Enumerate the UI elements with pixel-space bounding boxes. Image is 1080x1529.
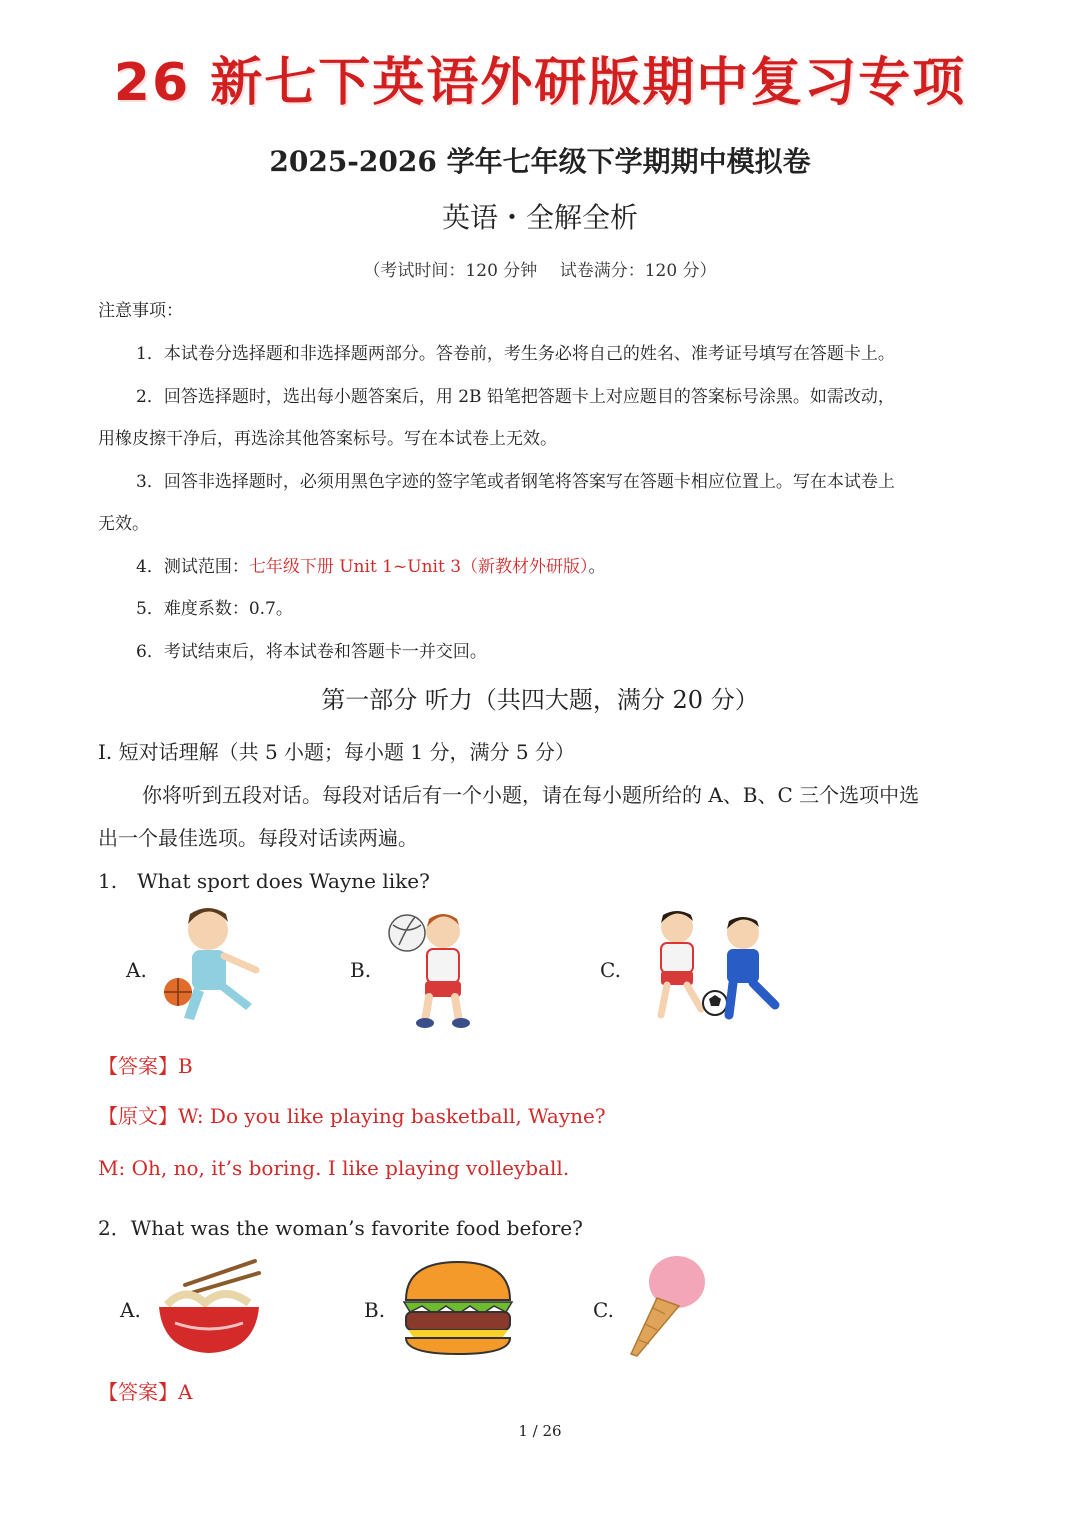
part1-heading: 第一部分 听力（共四大题，满分 20 分） bbox=[321, 686, 759, 714]
exam-title: 2025-2026 学年七年级下学期期中模拟卷 bbox=[269, 145, 811, 178]
volleyball-player-icon bbox=[385, 905, 485, 1030]
basketball-player-icon bbox=[160, 900, 270, 1030]
page-number: 1 / 26 bbox=[518, 1422, 562, 1440]
notice-item-4 bbox=[136, 555, 606, 579]
q1-script-line1: W: Do you like playing basketball, Wayne? bbox=[178, 1104, 606, 1128]
notice-heading: 注意事项： bbox=[98, 301, 183, 321]
notice-item-2-cont: 用橡皮擦干净后，再选涂其他答案标号。写在本试卷上无效。 bbox=[98, 429, 557, 449]
q1-script bbox=[98, 1100, 606, 1129]
question-1: 1. What sport does Wayne like? bbox=[98, 869, 430, 893]
notice-item-3: 3．回答非选择题时，必须用黑色字迹的签字笔或者钢笔将答案写在答题卡相应位置上。写在本试卷上 bbox=[136, 472, 895, 492]
noodles-bowl-icon bbox=[155, 1255, 265, 1360]
q2-option-b[interactable]: B. bbox=[364, 1298, 386, 1322]
notice-item-5: 5．难度系数：0.7。 bbox=[136, 599, 293, 619]
notice-item-1: 1．本试卷分选择题和非选择题两部分。答卷前，考生务必将自己的姓名、准考证号填写在答题卡上。 bbox=[136, 344, 895, 364]
q2-answer-value: A bbox=[178, 1380, 193, 1404]
q1-answer-tag: 【答案】 bbox=[98, 1054, 178, 1078]
q2-option-a[interactable]: A. bbox=[120, 1298, 141, 1322]
q2-answer bbox=[98, 1376, 192, 1405]
q1-script-line2: M: Oh, no, it’s boring. I like playing volleyball. bbox=[98, 1156, 570, 1180]
test-range: 七年级下册 Unit 1~Unit 3（新教材外研版） bbox=[248, 557, 589, 577]
q2-option-c[interactable]: C. bbox=[593, 1298, 614, 1322]
q1-script-tag: 【原文】 bbox=[98, 1104, 178, 1128]
section1-instructions-cont: 出一个最佳选项。每段对话读两遍。 bbox=[98, 826, 418, 850]
notice-item-4-prefix: 4．测试范围： bbox=[136, 557, 249, 577]
exam-info: （考试时间：120 分钟 试卷满分：120 分） bbox=[363, 261, 717, 281]
soccer-players-icon bbox=[645, 905, 800, 1030]
q1-option-b[interactable]: B. bbox=[350, 958, 372, 982]
q1-option-c[interactable]: C. bbox=[600, 958, 621, 982]
notice-item-2: 2．回答选择题时，选出每小题答案后，用 2B 铅笔把答题卡上对应题目的答案标号涂黑。如需改动， bbox=[136, 387, 895, 407]
section1-heading: I. 短对话理解（共 5 小题；每小题 1 分，满分 5 分） bbox=[98, 740, 575, 764]
notice-item-3-cont: 无效。 bbox=[98, 514, 149, 534]
banner-title: 26 新七下英语外研版期中复习专项 bbox=[113, 53, 967, 113]
hamburger-icon bbox=[402, 1260, 514, 1355]
question-2: 2．What was the woman’s favorite food before? bbox=[98, 1216, 583, 1240]
q1-answer bbox=[98, 1050, 193, 1079]
ice-cream-cone-icon bbox=[625, 1252, 710, 1357]
q1-answer-value: B bbox=[178, 1054, 193, 1078]
notice-item-6: 6．考试结束后，将本试卷和答题卡一并交回。 bbox=[136, 642, 487, 662]
q1-option-a[interactable]: A. bbox=[126, 958, 147, 982]
q2-answer-tag: 【答案】 bbox=[98, 1380, 178, 1404]
section1-instructions: 你将听到五段对话。每段对话后有一个小题，请在每小题所给的 A、B、C 三个选项中选 bbox=[142, 783, 920, 807]
notice-item-4-suffix: 。 bbox=[588, 557, 606, 577]
exam-subtitle: 英语・全解全析 bbox=[441, 201, 638, 234]
